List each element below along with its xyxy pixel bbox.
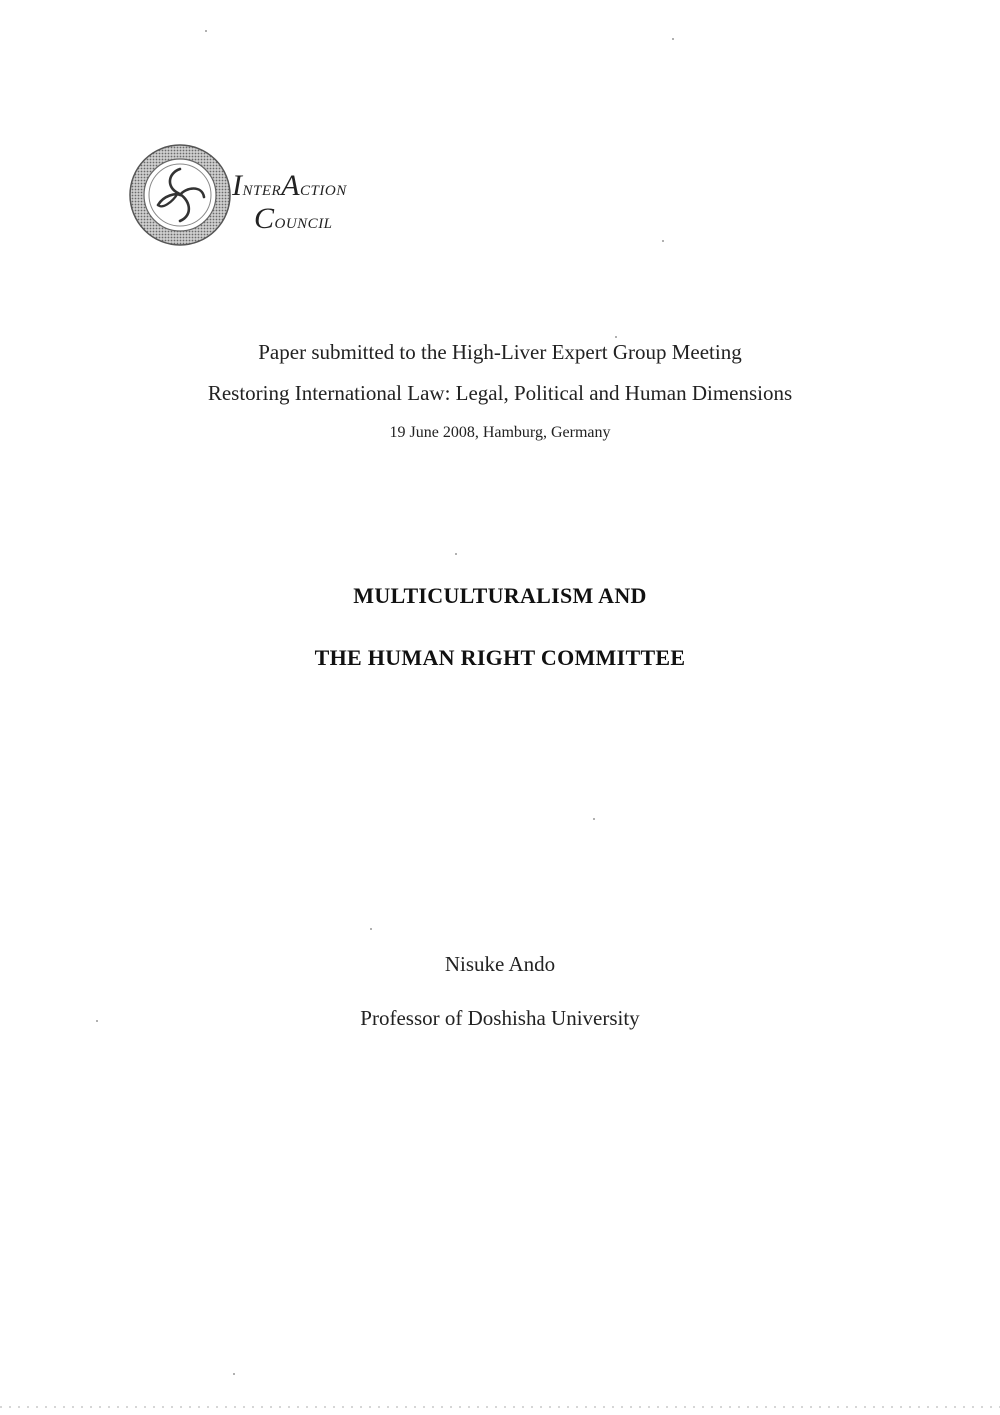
scan-speck — [370, 928, 372, 930]
author-affiliation: Professor of Doshisha University — [360, 1006, 640, 1030]
scan-speck — [455, 553, 457, 555]
scan-edge-noise — [0, 1406, 1000, 1408]
logo-line-interaction: InterAction — [232, 169, 347, 202]
meeting-line: Paper submitted to the High-Liver Expert Group Meeting — [258, 340, 742, 364]
author-name: Nisuke Ando — [444, 952, 556, 976]
emblem-icon — [128, 143, 232, 247]
meeting-subtitle-line: Restoring International Law: Legal, Political and Human Dimensions — [207, 381, 793, 405]
scan-speck — [593, 818, 595, 820]
date-location-line: 19 June 2008, Hamburg, Germany — [389, 424, 611, 441]
scan-speck — [672, 38, 674, 40]
interaction-council-logo — [128, 143, 428, 253]
paper-title-line-1: MULTICULTURALISM AND — [353, 583, 647, 608]
logo-line-council: Council — [254, 202, 333, 235]
scan-speck — [662, 240, 664, 242]
scan-speck — [615, 336, 617, 338]
paper-title-line-2: THE HUMAN RIGHT COMMITTEE — [314, 645, 686, 670]
scan-speck — [233, 1373, 235, 1375]
logo-wordmark — [232, 171, 347, 234]
scan-speck — [205, 30, 207, 32]
scan-speck — [96, 1020, 98, 1022]
